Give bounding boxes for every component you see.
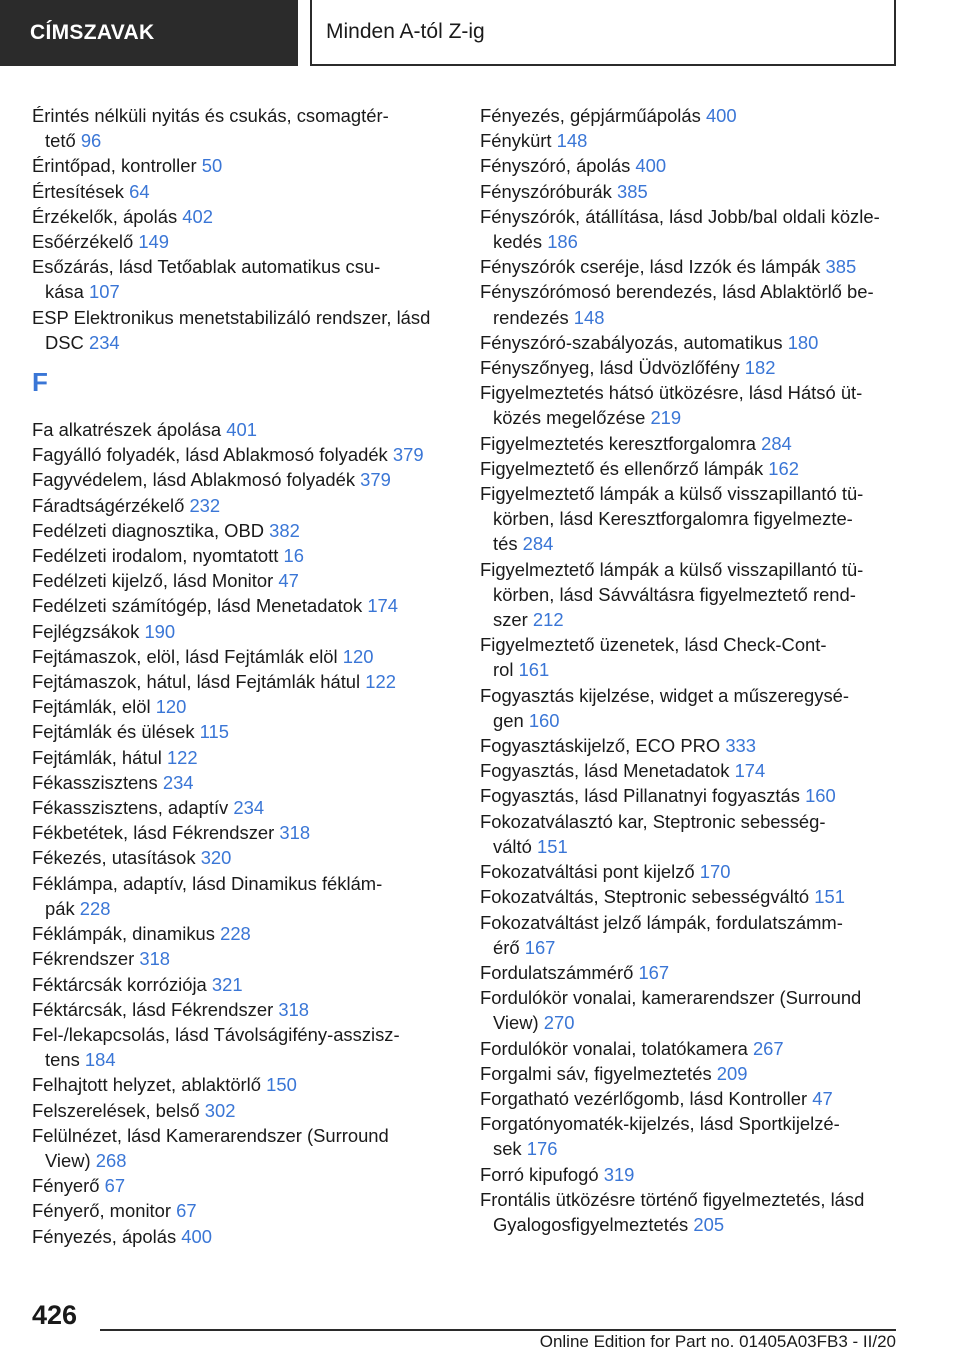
entry-text: Fényerő, monitor: [32, 1200, 172, 1222]
index-entry: [480, 431, 900, 456]
entry-text: Fényszóró, ápolás: [480, 155, 631, 177]
index-entry: [32, 1224, 452, 1249]
index-entry: [480, 128, 900, 153]
page-link[interactable]: 400: [705, 105, 737, 126]
index-entry: [480, 985, 900, 1035]
entry-text: rendezés: [493, 306, 569, 328]
page-link[interactable]: 149: [138, 231, 170, 253]
section-tab[interactable]: CÍMSZAVAK: [0, 0, 298, 66]
index-entry: [480, 179, 900, 204]
entry-text: kedés: [493, 231, 543, 253]
page-link[interactable]: 379: [392, 444, 424, 466]
index-column-left: [32, 103, 452, 1249]
entry-text: Figyelmeztetés hátsó ütközésre, lásd Hátsó üt-: [480, 382, 863, 404]
index-entry: [32, 179, 452, 204]
entry-text: Fagyálló folyadék, lásd Ablakmosó folyadék: [32, 444, 388, 466]
entry-text: Fokozatváltást jelző lámpák, fordulatszámm-: [480, 911, 843, 933]
entry-text: Fáradtságérzékelő: [32, 494, 185, 516]
entry-text: Felülnézet, lásd Kamerarendszer (Surround: [32, 1124, 389, 1146]
entry-text: Fényszórók cseréje, lásd Izzók és lámpák: [480, 256, 821, 278]
index-entry: [480, 632, 900, 682]
page-link[interactable]: 234: [233, 797, 265, 819]
index-entry: [32, 1123, 452, 1173]
page-link[interactable]: 150: [266, 1074, 297, 1096]
entry-text: Fogyasztás, lásd Menetadatok: [480, 760, 730, 782]
index-entry: [32, 770, 452, 795]
edition-text: Online Edition for Part no. 01405A03FB3 - II/20: [539, 1332, 896, 1351]
page-link[interactable]: 176: [526, 1138, 558, 1160]
page-number: 426: [32, 1300, 78, 1330]
entry-text: Fénykürt: [480, 130, 552, 152]
index-entry: [480, 683, 900, 733]
page-link[interactable]: 385: [825, 256, 857, 278]
index-entry: [480, 1061, 900, 1086]
index-list-bottom: [32, 417, 452, 1249]
entry-text: Fejlégzsákok: [32, 620, 140, 642]
index-entry: [32, 795, 452, 820]
entry-text: tető: [45, 130, 76, 152]
entry-text: Felhajtott helyzet, ablaktörlő: [32, 1074, 261, 1096]
index-entry: [32, 997, 452, 1022]
entry-text: kása: [45, 281, 84, 303]
entry-text: Fékasszisztens: [32, 771, 158, 793]
index-entry: [480, 809, 900, 859]
page-link[interactable]: 160: [805, 785, 836, 807]
page-link[interactable]: 174: [734, 760, 766, 782]
entry-text: Fedélzeti számítógép, lásd Menetadatok: [32, 595, 363, 617]
index-list-top: [32, 103, 452, 355]
entry-text: Érintés nélküli nyitás és csukás, csomagtér-: [32, 105, 389, 126]
index-entry: [32, 493, 452, 518]
entry-text: Fejtámlák, elöl: [32, 696, 151, 718]
page-link[interactable]: 234: [162, 771, 194, 793]
entry-text: Érintőpad, kontroller: [32, 155, 197, 177]
index-entry: [480, 758, 900, 783]
page-link[interactable]: 107: [88, 281, 120, 303]
entry-text: Féklámpa, adaptív, lásd Dinamikus féklám-: [32, 872, 383, 894]
entry-text: View): [493, 1012, 539, 1034]
page-link[interactable]: 148: [556, 130, 588, 152]
entry-text: Féktárcsák, lásd Fékrendszer: [32, 998, 274, 1020]
index-entry: [32, 845, 452, 870]
index-entry: [480, 1086, 900, 1111]
index-entry: [480, 884, 900, 909]
entry-text: Fényszóró-szabályozás, automatikus: [480, 331, 783, 353]
entry-text: Figyelmeztető üzenetek, lásd Check-Cont-: [480, 634, 827, 656]
entry-text: Értesítések: [32, 180, 124, 202]
entry-text: Fordulatszámmérő: [480, 961, 634, 983]
index-entry: [480, 783, 900, 808]
index-entry: [32, 417, 452, 442]
page-link[interactable]: 318: [279, 822, 311, 844]
page-link[interactable]: 268: [95, 1149, 127, 1171]
entry-text: Féktárcsák korróziója: [32, 973, 207, 995]
index-entry: [32, 153, 452, 178]
page-link[interactable]: 400: [181, 1225, 212, 1247]
index-entry: [32, 921, 452, 946]
entry-text: Fokozatválasztó kar, Steptronic sebesség-: [480, 810, 826, 832]
entry-text: Esőérzékelő: [32, 231, 134, 253]
page-link[interactable]: 205: [693, 1213, 725, 1235]
page-link[interactable]: 122: [365, 671, 396, 693]
entry-text: Fokozatváltás, Steptronic sebességváltó: [480, 886, 810, 908]
entry-text: Figyelmeztető lámpák a külső visszapillantó tü-: [480, 483, 864, 505]
entry-text: Figyelmeztető lámpák a külső visszapillantó tü-: [480, 558, 864, 580]
index-entry: [480, 557, 900, 633]
page-link[interactable]: 120: [342, 645, 374, 667]
page-link[interactable]: 180: [787, 331, 819, 353]
page-link[interactable]: 190: [144, 620, 176, 642]
index-entry: [32, 619, 452, 644]
entry-text: tens: [45, 1049, 80, 1071]
entry-text: sek: [493, 1138, 522, 1160]
page-link[interactable]: 151: [814, 886, 845, 908]
page-link[interactable]: 67: [104, 1175, 126, 1197]
entry-text: gen: [493, 709, 524, 731]
entry-text: Esőzárás, lásd Tetőablak automatikus csu-: [32, 256, 381, 278]
entry-text: Figyelmeztető és ellenőrző lámpák: [480, 457, 764, 479]
index-entry: [32, 254, 452, 304]
index-column-right: [480, 103, 900, 1237]
entry-text: ESP Elektronikus menetstabilizáló rendszer, lásd: [32, 306, 431, 328]
index-entry: [32, 1072, 452, 1097]
entry-text: körben, lásd Keresztforgalomra figyelmezte-: [493, 508, 853, 530]
index-entry: [32, 871, 452, 921]
page-link[interactable]: 320: [200, 847, 232, 869]
index-entry: [32, 518, 452, 543]
entry-text: Fogyasztás, lásd Pillanatnyi fogyasztás: [480, 785, 800, 807]
page-link[interactable]: 284: [761, 432, 792, 454]
entry-text: Figyelmeztetés keresztforgalomra: [480, 432, 756, 454]
page-link[interactable]: 47: [812, 1087, 833, 1109]
page-link[interactable]: 170: [699, 861, 731, 883]
index-entry: [32, 467, 452, 492]
entry-text: DSC: [45, 331, 84, 353]
entry-text: Forgatható vezérlőgomb, lásd Kontroller: [480, 1087, 808, 1109]
entry-text: Felszerelések, belső: [32, 1099, 200, 1121]
entry-text: Fényszőnyeg, lásd Üdvözlőfény: [480, 357, 740, 379]
page-link[interactable]: 232: [189, 494, 221, 516]
entry-text: Fékrendszer: [32, 948, 135, 970]
index-entry: [480, 355, 900, 380]
page-link[interactable]: 267: [752, 1037, 784, 1059]
entry-text: érő: [493, 936, 520, 958]
page-link[interactable]: 160: [528, 709, 560, 731]
page-link[interactable]: 302: [204, 1099, 236, 1121]
entry-text: szer: [493, 609, 528, 631]
entry-text: váltó: [493, 835, 532, 857]
index-entry: [32, 644, 452, 669]
current-tab[interactable]: Minden A-tól Z-ig: [310, 0, 896, 66]
page-link[interactable]: 319: [603, 1163, 635, 1185]
index-entry: [480, 380, 900, 430]
page-link[interactable]: 402: [182, 205, 213, 227]
entry-text: Fényezés, gépjárműápolás: [480, 105, 701, 126]
entry-text: Forgatónyomaték-kijelzés, lásd Sportkijelzé-: [480, 1113, 840, 1135]
page-header: [0, 0, 960, 66]
entry-text: Fejtámlák, hátul: [32, 746, 162, 768]
footer-divider: [100, 1329, 896, 1331]
index-entry: [32, 1022, 452, 1072]
entry-text: Forró kipufogó: [480, 1163, 599, 1185]
entry-text: Fa alkatrészek ápolása: [32, 419, 222, 441]
entry-text: Gyalogosfigyelmeztetés: [493, 1213, 689, 1235]
page-link[interactable]: 120: [155, 696, 187, 718]
index-entry: [32, 1173, 452, 1198]
page-link[interactable]: 67: [176, 1200, 197, 1222]
page-link[interactable]: 270: [543, 1012, 575, 1034]
page-link[interactable]: 47: [278, 570, 299, 592]
index-entry: [32, 1098, 452, 1123]
entry-text: Fokozatváltási pont kijelző: [480, 861, 695, 883]
entry-text: Fényszórók, átállítása, lásd Jobb/bal oldali közle-: [480, 205, 880, 227]
page-link[interactable]: 148: [573, 306, 605, 328]
entry-text: Fordulókör vonalai, kamerarendszer (Surround: [480, 987, 862, 1009]
page-link[interactable]: 228: [79, 897, 111, 919]
page-link[interactable]: 318: [278, 998, 310, 1020]
index-entry: [480, 910, 900, 960]
page-link[interactable]: 167: [638, 961, 670, 983]
entry-text: Féklámpák, dinamikus: [32, 923, 215, 945]
page-link[interactable]: 182: [744, 357, 776, 379]
page-link[interactable]: 186: [547, 231, 578, 253]
entry-text: Fényszóróburák: [480, 180, 612, 202]
page-link[interactable]: 151: [536, 835, 568, 857]
index-entry: [480, 456, 900, 481]
entry-text: Fékbetétek, lásd Fékrendszer: [32, 822, 275, 844]
index-entry: [480, 279, 900, 329]
index-entry: [32, 543, 452, 568]
entry-text: Fogyasztáskijelző, ECO PRO: [480, 735, 721, 757]
page-link[interactable]: 401: [226, 419, 257, 441]
page-link[interactable]: 234: [88, 331, 120, 353]
index-entry: [480, 1162, 900, 1187]
index-entry: [32, 972, 452, 997]
entry-text: Fényezés, ápolás: [32, 1225, 177, 1247]
entry-text: Fékezés, utasítások: [32, 847, 196, 869]
page-link[interactable]: 50: [201, 155, 223, 177]
entry-text: közés megelőzése: [493, 407, 646, 429]
entry-text: Forgalmi sáv, figyelmeztetés: [480, 1062, 712, 1084]
index-entry: [32, 719, 452, 744]
entry-text: Fejtámaszok, elöl, lásd Fejtámlák elöl: [32, 645, 338, 667]
index-entry: [480, 153, 900, 178]
page-link[interactable]: 382: [269, 519, 300, 541]
index-entry: [32, 103, 452, 153]
page-link[interactable]: 379: [360, 469, 391, 491]
index-entry: [32, 946, 452, 971]
page-link[interactable]: 122: [166, 746, 198, 768]
index-list-right: [480, 103, 900, 1237]
entry-text: Fékasszisztens, adaptív: [32, 797, 229, 819]
index-entry: [32, 820, 452, 845]
index-entry: [32, 669, 452, 694]
index-entry: [480, 330, 900, 355]
page-link[interactable]: 167: [524, 936, 556, 958]
entry-text: Fagyvédelem, lásd Ablakmosó folyadék: [32, 469, 356, 491]
page-link[interactable]: 333: [725, 735, 756, 757]
index-entry: [480, 1187, 900, 1237]
entry-text: rol: [493, 659, 514, 681]
page-link[interactable]: 385: [617, 180, 648, 202]
page-link[interactable]: 64: [129, 180, 150, 202]
index-entry: [32, 305, 452, 355]
index-entry: [480, 254, 900, 279]
index-entry: [32, 568, 452, 593]
entry-text: Fordulókör vonalai, tolatókamera: [480, 1037, 748, 1059]
entry-text: Fedélzeti kijelző, lásd Monitor: [32, 570, 274, 592]
entry-text: Fedélzeti irodalom, nyomtatott: [32, 545, 279, 567]
index-entry: [480, 204, 900, 254]
page-link[interactable]: 96: [80, 130, 102, 152]
page-link[interactable]: 161: [518, 659, 550, 681]
entry-text: Fedélzeti diagnosztika, OBD: [32, 519, 265, 541]
page-link[interactable]: 400: [635, 155, 667, 177]
index-entry: [32, 442, 452, 467]
page-link[interactable]: 115: [199, 721, 229, 743]
entry-text: View): [45, 1149, 91, 1171]
page-link[interactable]: 318: [139, 948, 171, 970]
entry-text: Fényerő: [32, 1175, 100, 1197]
entry-text: Fogyasztás kijelzése, widget a műszeregysé-: [480, 684, 849, 706]
index-entry: [480, 103, 900, 128]
index-entry: [480, 960, 900, 985]
page-link[interactable]: 16: [283, 545, 304, 567]
index-entry: [480, 481, 900, 557]
entry-text: Érzékelők, ápolás: [32, 205, 178, 227]
entry-text: pák: [45, 897, 75, 919]
entry-text: Fényszórómosó berendezés, lásd Ablaktörlő be-: [480, 281, 874, 303]
page-link[interactable]: 162: [768, 457, 799, 479]
page-link[interactable]: 184: [84, 1049, 116, 1071]
page-link[interactable]: 174: [367, 595, 399, 617]
section-letter: F: [32, 367, 48, 398]
entry-text: körben, lásd Sávváltásra figyelmeztető rend-: [493, 583, 856, 605]
index-entry: [32, 229, 452, 254]
index-entry: [32, 1198, 452, 1223]
page-link[interactable]: 284: [522, 533, 554, 555]
entry-text: Fejtámlák és ülések: [32, 721, 195, 743]
index-entry: [480, 1036, 900, 1061]
entry-text: Frontális ütközésre történő figyelmeztetés, lásd: [480, 1188, 865, 1210]
index-entry: [32, 204, 452, 229]
entry-text: Fel-/lekapcsolás, lásd Távolságifény-asszisz-: [32, 1023, 400, 1045]
index-entry: [32, 745, 452, 770]
index-entry: [480, 733, 900, 758]
index-entry: [480, 1111, 900, 1161]
index-entry: [32, 593, 452, 618]
index-entry: [32, 694, 452, 719]
index-entry: [480, 859, 900, 884]
page-link[interactable]: 219: [650, 407, 682, 429]
entry-text: tés: [493, 533, 518, 555]
page-link[interactable]: 228: [220, 923, 251, 945]
page-link[interactable]: 321: [211, 973, 243, 995]
page-link[interactable]: 212: [532, 609, 564, 631]
page-link[interactable]: 209: [716, 1062, 748, 1084]
entry-text: Fejtámaszok, hátul, lásd Fejtámlák hátul: [32, 671, 361, 693]
